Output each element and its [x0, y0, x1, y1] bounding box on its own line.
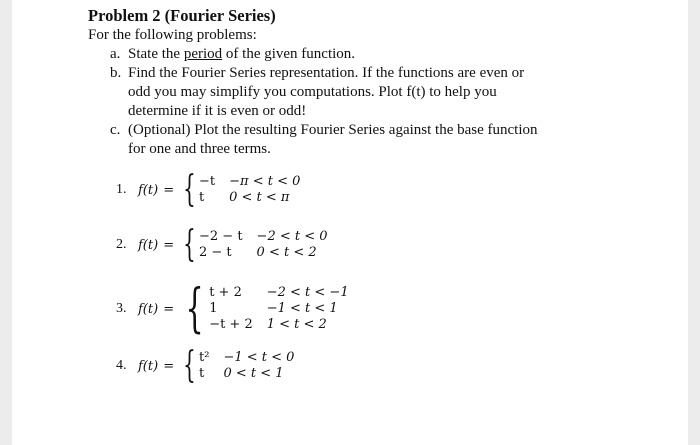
case-condition: 0 < t < π — [229, 190, 290, 205]
equals-sign: = — [163, 358, 175, 374]
task-list — [110, 45, 668, 159]
task-letter: b. — [110, 65, 122, 81]
function-1 — [116, 169, 301, 210]
case-expression: −t + 2 — [209, 317, 253, 332]
task-c — [110, 121, 668, 159]
equals-sign: = — [163, 237, 175, 253]
task-b-line-3: determine if it is even or odd! — [128, 103, 307, 119]
case-condition: −1 < t < 1 — [266, 301, 338, 316]
function-3 — [116, 279, 349, 339]
case-expression: t — [199, 190, 205, 205]
case-condition: 0 < t < 1 — [223, 366, 284, 381]
task-b-line-1: Find the Fourier Series representation. If the functions are even or — [128, 65, 525, 81]
left-brace: { — [183, 169, 196, 210]
left-brace: { — [183, 224, 196, 265]
task-body — [128, 45, 668, 64]
function-name: f(t) — [138, 301, 159, 317]
function-number: 4. — [116, 358, 127, 373]
task-a-post: of the given function. — [222, 46, 356, 62]
case-condition: 1 < t < 2 — [266, 317, 327, 332]
task-body — [128, 64, 668, 121]
case-expression: t + 2 — [209, 285, 242, 300]
left-brace: { — [183, 345, 196, 386]
case-expression: −2 − t — [199, 229, 243, 244]
function-name: f(t) — [138, 237, 159, 253]
task-c-line-1: (Optional) Plot the resulting Fourier Series against the base function — [128, 122, 538, 138]
case-condition: −π < t < 0 — [229, 174, 301, 189]
intro-text: For the following problems: — [88, 27, 257, 43]
function-name: f(t) — [138, 182, 159, 198]
task-c-line-2: for one and three terms. — [128, 141, 271, 157]
function-name: f(t) — [138, 358, 159, 374]
function-number: 2. — [116, 237, 127, 252]
case-condition: 0 < t < 2 — [256, 245, 317, 260]
piecewise-cases — [199, 351, 294, 381]
function-number: 3. — [116, 301, 127, 316]
task-letter: c. — [110, 122, 121, 138]
task-letter: a. — [110, 46, 121, 62]
piecewise-cases — [209, 286, 348, 332]
equals-sign: = — [163, 301, 175, 317]
case-condition: −2 < t < −1 — [266, 285, 349, 300]
task-b — [110, 64, 668, 121]
case-expression: t² — [199, 350, 210, 365]
document-page — [12, 0, 688, 445]
case-expression: 1 — [209, 301, 218, 316]
case-expression: t — [199, 366, 205, 381]
task-body — [128, 121, 668, 159]
problem-title: Problem 2 (Fourier Series) — [88, 6, 276, 25]
piecewise-cases — [199, 230, 328, 260]
left-brace: { — [185, 279, 204, 339]
task-a-pre: State the — [128, 46, 184, 62]
equals-sign: = — [163, 182, 175, 198]
function-number: 1. — [116, 182, 127, 197]
case-expression: −t — [199, 174, 216, 189]
task-a — [110, 45, 668, 64]
function-2 — [116, 224, 328, 265]
piecewise-cases — [199, 175, 300, 205]
problem-text — [88, 6, 668, 159]
task-b-line-2: odd you may simplify you computations. Plot f(t) to help you — [128, 84, 497, 100]
case-expression: 2 − t — [199, 245, 232, 260]
task-a-underlined-word: period — [183, 46, 223, 62]
function-4 — [116, 345, 295, 386]
case-condition: −2 < t < 0 — [256, 229, 328, 244]
case-condition: −1 < t < 0 — [223, 350, 295, 365]
